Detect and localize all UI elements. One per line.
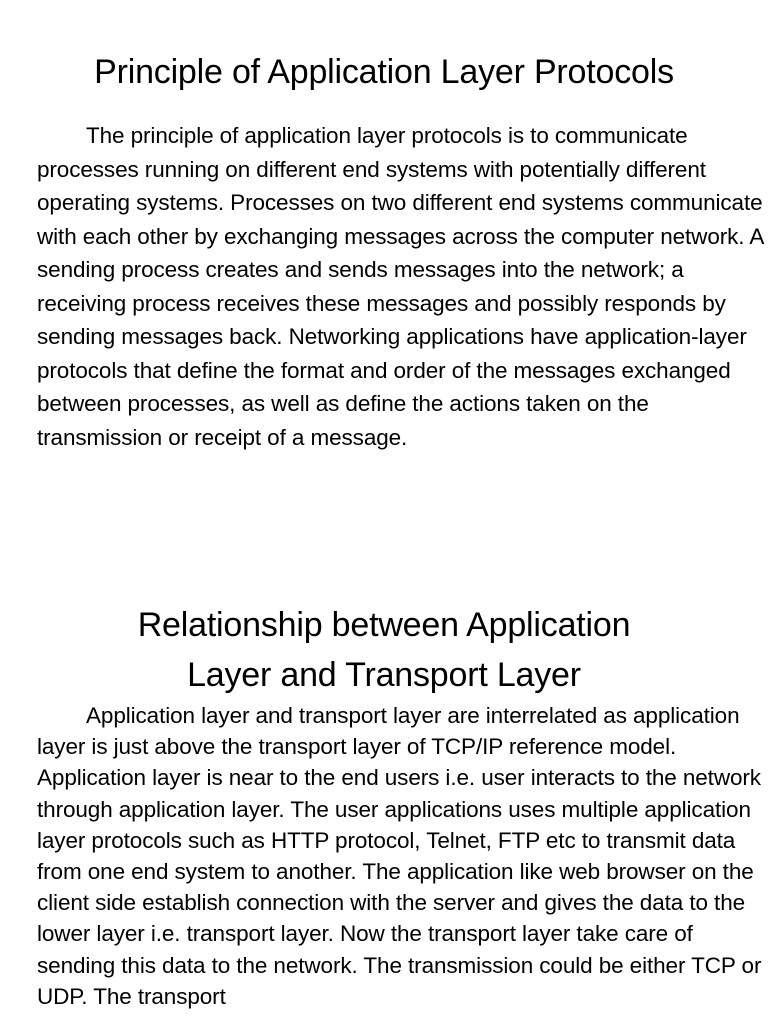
section-body-relationship: Application layer and transport layer are interrelated as application layer is just above the transport layer of TCP/IP reference model. Application layer is near to the end users i.e. user interacts to the network through application layer. The user applications uses multiple application layer protocols such as HTTP protocol, Telnet, FTP etc to transmit data from one end system to another. The application like web browser on the client side establish connection with the server and gives the data to the lower layer i.e. transport layer. Now the transport layer take care of sending this data to the network. The transmission could be either TCP or UDP. The transport bbox=[37, 703, 762, 1009]
section-body-principle: The principle of application layer protocols is to communicate processes running on different end systems with potentially different operating systems. Processes on two different end systems communicate with each other by exchanging messages across the computer network. A sending process creates and sends messages into the network; a receiving process receives these messages and possibly responds by sending messages back. Networking applications have application-layer protocols that define the format and order of the messages exchanged between processes, as well as define the actions taken on the transmission or receipt of a message. bbox=[37, 123, 763, 450]
section-heading-relationship bbox=[0, 600, 768, 700]
heading-line-1: Relationship between Application bbox=[137, 606, 631, 644]
section-heading-principle: Principle of Application Layer Protocols bbox=[94, 53, 674, 91]
heading-line-2: Layer and Transport Layer bbox=[187, 656, 581, 694]
